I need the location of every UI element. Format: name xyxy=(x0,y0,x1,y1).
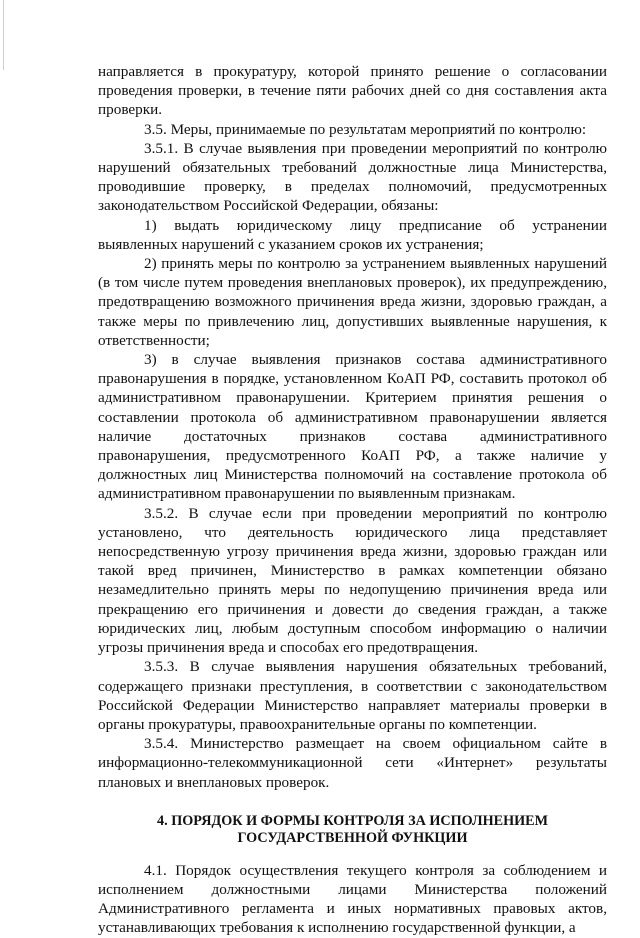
paragraph: 3) в случае выявления признаков состава административного правонарушения в порядке, установленном КоАП РФ, составить протокол об административном правонарушении. Критерием принятия решения о составлении протокола об административном правонарушении является наличие достаточных признаков состава административного правонарушения, предусмотренного КоАП РФ, а также наличие у должностных лиц Министерства полномочий на составление протокола об административном правонарушении по выявленным признакам. xyxy=(98,351,607,503)
paragraph: 3.5.4. Министерство размещает на своем официальном сайте в информационно-телекоммуникационной сети «Интернет» результаты плановых и внеплановых проверок. xyxy=(98,735,607,791)
section-3-5-body xyxy=(98,62,607,792)
paragraph: 3.5.1. В случае выявления при проведении мероприятий по контролю нарушений обязательных требований должностные лица Министерства, проводившие проверку, в пределах полномочий, предусмотренных законодательством Российской Федерации, обязаны: xyxy=(98,139,607,215)
paragraph: 1) выдать юридическому лицу предписание об устранении выявленных нарушений с указанием сроков их устранения; xyxy=(98,216,607,253)
paragraph: 3.5. Меры, принимаемые по результатам мероприятий по контролю: xyxy=(144,120,587,138)
document-page xyxy=(98,62,607,938)
section-heading xyxy=(98,813,607,847)
paragraph: 3.5.2. В случае если при проведении мероприятий по контролю установлено, что деятельность юридического лица представляет непосредственную угрозу причинения вреда жизни, здоровью граждан или такой вред причинен, Министерство в рамках компетенции обязано незамедлительно принять меры по недопущению причинения вреда или прекращению его причинения и довести до сведения граждан, а также юридических лиц, любым доступным способом информацию о наличии угрозы причинения вреда и способах его предотвращения. xyxy=(98,504,607,657)
paragraph: 3.5.3. В случае выявления нарушения обязательных требований, содержащего признаки преступления, в соответствии с законодательством Российской Федерации Министерство направляет материалы проверки в органы прокуратуры, правоохранительные органы по компетенции. xyxy=(98,658,607,733)
paragraph: направляется в прокуратуру, которой принято решение о согласовании проведения проверки, в течение пяти рабочих дней со дня составления акта проверки. xyxy=(98,63,607,119)
section-4-body xyxy=(98,861,607,938)
paragraph: 2) принять меры по контролю за устранением выявленных нарушений (в том числе путем проведения внеплановых проверок), их предупреждению, предотвращению возможного причинения вреда жизни, здоровью граждан, а также меры по привлечению лиц, допустивших выявленные нарушения, к ответственности; xyxy=(98,255,607,349)
section-heading-line-1: 4. ПОРЯДОК И ФОРМЫ КОНТРОЛЯ ЗА ИСПОЛНЕНИЕМ xyxy=(157,812,548,829)
paragraph: 4.1. Порядок осуществления текущего контроля за соблюдением и исполнением должностными лицами Министерства положений Административного регламента и иных нормативных правовых актов, устанавливающих требования к исполнению государственной функции, а xyxy=(98,861,607,937)
section-heading-line-2: ГОСУДАРСТВЕННОЙ ФУНКЦИИ xyxy=(237,829,468,846)
scan-edge-mark xyxy=(3,0,4,70)
